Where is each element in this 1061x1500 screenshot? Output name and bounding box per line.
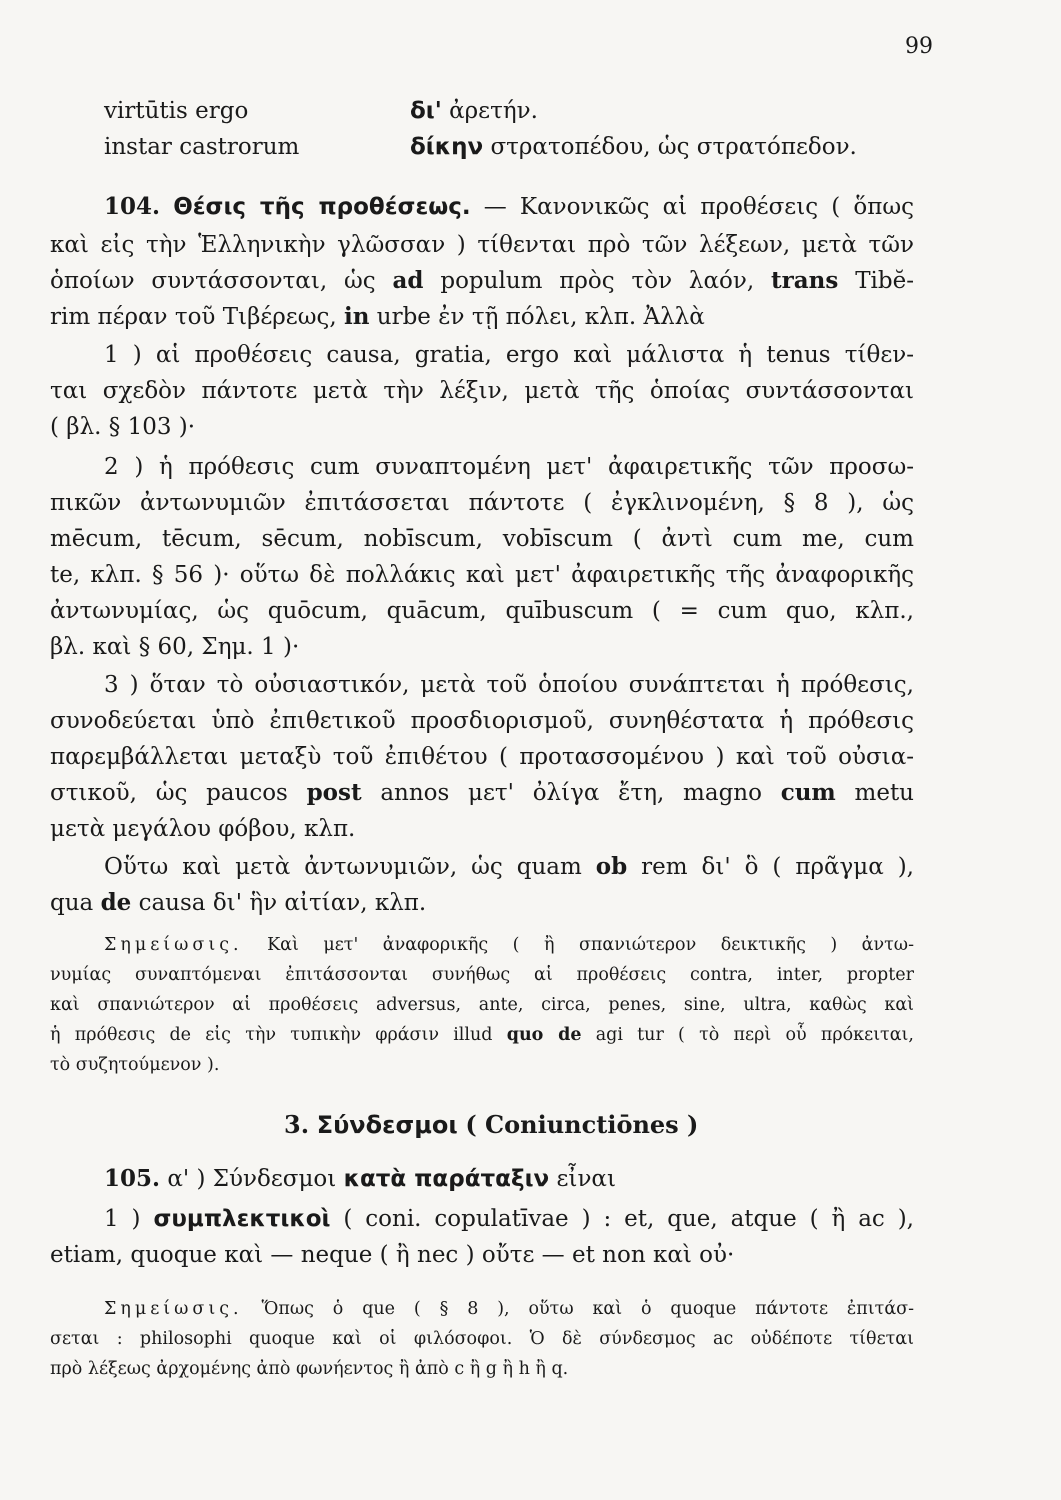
note-line: Σημείωσις. Ὅπως ὁ que ( § 8 ), οὕτω καὶ ὁ quoque πάντοτε ἐπιτάσ- (104, 1299, 914, 1319)
text-line: μετὰ μεγάλου φόβου, κλπ. (50, 816, 356, 842)
example-greek: δι' ἀρετήν. (410, 98, 538, 124)
text-line: ὁποίων συντάσσονται, ὡς ad populum πρὸς τὸν λαόν, trans Tibĕ- (50, 267, 914, 294)
note-label: Σημείωσις. (104, 1299, 243, 1319)
text-line: qua de causa δι' ἣν αἰτίαν, κλπ. (50, 889, 427, 916)
text-line: te, κλπ. § 56 )· οὕτω δὲ πολλάκις καὶ μετ' ἀφαιρετικῆς τῆς ἀναφορικῆς (50, 562, 914, 588)
section-104-line: 104. Θέσις τῆς προθέσεως. — Κανονικῶς αἱ προθέσεις ( ὅπως (104, 193, 915, 220)
section-number: 104. (104, 193, 161, 220)
text-line: 1 ) συμπλεκτικοὶ ( coni. copulatīvae ) : et, que, atque ( ἢ ac ), (104, 1206, 914, 1232)
note-line: νυμίας συναπτόμεναι ἐπιτάσσονται συνήθως αἱ προθέσεις contra, inter, propter (50, 965, 914, 985)
example-greek: δίκην στρατοπέδου, ὡς στρατόπεδον. (410, 134, 857, 160)
text-line: βλ. καὶ § 60, Σημ. 1 )· (50, 634, 300, 660)
text-line: καὶ εἰς τὴν Ἑλληνικὴν γλῶσσαν ) τίθενται πρὸ τῶν λέξεων, μετὰ τῶν (50, 232, 914, 258)
text-line: ἀντωνυμίας, ὡς quōcum, quācum, quībuscum ( = cum quo, κλπ., (50, 598, 914, 624)
text-line: 3 ) ὅταν τὸ οὐσιαστικόν, μετὰ τοῦ ὁποίου συνάπτεται ἡ πρόθεσις, (104, 672, 914, 698)
text-line: ται σχεδὸν πάντοτε μετὰ τὴν λέξιν, μετὰ τῆς ὁποίας συντάσσονται (50, 378, 914, 404)
note-line: πρὸ λέξεως ἀρχομένης ἀπὸ φωνήεντος ἢ ἀπὸ c ἢ g ἢ h ἢ q. (50, 1359, 569, 1379)
note-line: Σημείωσις. Καὶ μετ' ἀναφορικῆς ( ἢ σπανιώτερον δεικτικῆς ) ἀντω- (104, 935, 914, 955)
text-line: rim πέραν τοῦ Τιβέρεως, in urbe ἐν τῇ πόλει, κλπ. Ἀλλὰ (50, 303, 705, 330)
text-line: 2 ) ἡ πρόθεσις cum συναπτομένη μετ' ἀφαιρετικῆς τῶν προσω- (104, 454, 914, 480)
note-line: σεται : philosophi quoque καὶ οἱ φιλόσοφοι. Ὁ δὲ σύνδεσμος ac οὐδέποτε τίθεται (50, 1329, 914, 1349)
note-line: ἡ πρόθεσις de εἰς τὴν τυπικὴν φράσιν illud quo de agi tur ( τὸ περὶ οὗ πρόκειται, (50, 1025, 914, 1045)
section-number: 105. (104, 1165, 161, 1192)
text-line: ( βλ. § 103 )· (50, 414, 196, 440)
example-latin: instar castrorum (104, 134, 300, 160)
example-latin: virtūtis ergo (104, 98, 249, 124)
text-line: συνοδεύεται ὑπὸ ἐπιθετικοῦ προσδιορισμοῦ, συνηθέστατα ἡ πρόθεσις (50, 708, 914, 734)
text-line: etiam, quoque καὶ — neque ( ἢ nec ) οὔτε — et non καὶ οὐ· (50, 1242, 735, 1268)
page-number: 99 (905, 34, 933, 59)
text-line: 1 ) αἱ προθέσεις causa, gratia, ergo καὶ μάλιστα ἡ tenus τίθεν- (104, 342, 914, 368)
text-line: mēcum, tēcum, sēcum, nobīscum, vobīscum ( ἀντὶ cum me, cum (50, 526, 914, 552)
note-line: καὶ σπανιώτερον αἱ προθέσεις adversus, ante, circa, penes, sine, ultra, καθὼς καὶ (50, 995, 914, 1015)
note-label: Σημείωσις. (104, 935, 243, 955)
text-line: πικῶν ἀντωνυμιῶν ἐπιτάσσεται πάντοτε ( ἐγκλινομένη, § 8 ), ὡς (50, 490, 914, 516)
section-title: 3. Σύνδεσμοι ( Coniunctiōnes ) (284, 1110, 699, 1139)
section-heading: Θέσις τῆς προθέσεως. (173, 194, 471, 220)
text-line: στικοῦ, ὡς paucos post annos μετ' ὀλίγα ἔτη, magno cum metu (50, 779, 914, 806)
text-line: παρεμβάλλεται μεταξὺ τοῦ ἐπιθέτου ( προτασσομένου ) καὶ τοῦ οὐσια- (50, 744, 914, 770)
note-line: τὸ συζητούμενον ). (50, 1055, 220, 1075)
text-line: Οὕτω καὶ μετὰ ἀντωνυμιῶν, ὡς quam ob rem δι' ὃ ( πρᾶγμα ), (104, 853, 914, 880)
section-105-line: 105. α' ) Σύνδεσμοι κατὰ παράταξιν εἶναι (104, 1165, 616, 1192)
